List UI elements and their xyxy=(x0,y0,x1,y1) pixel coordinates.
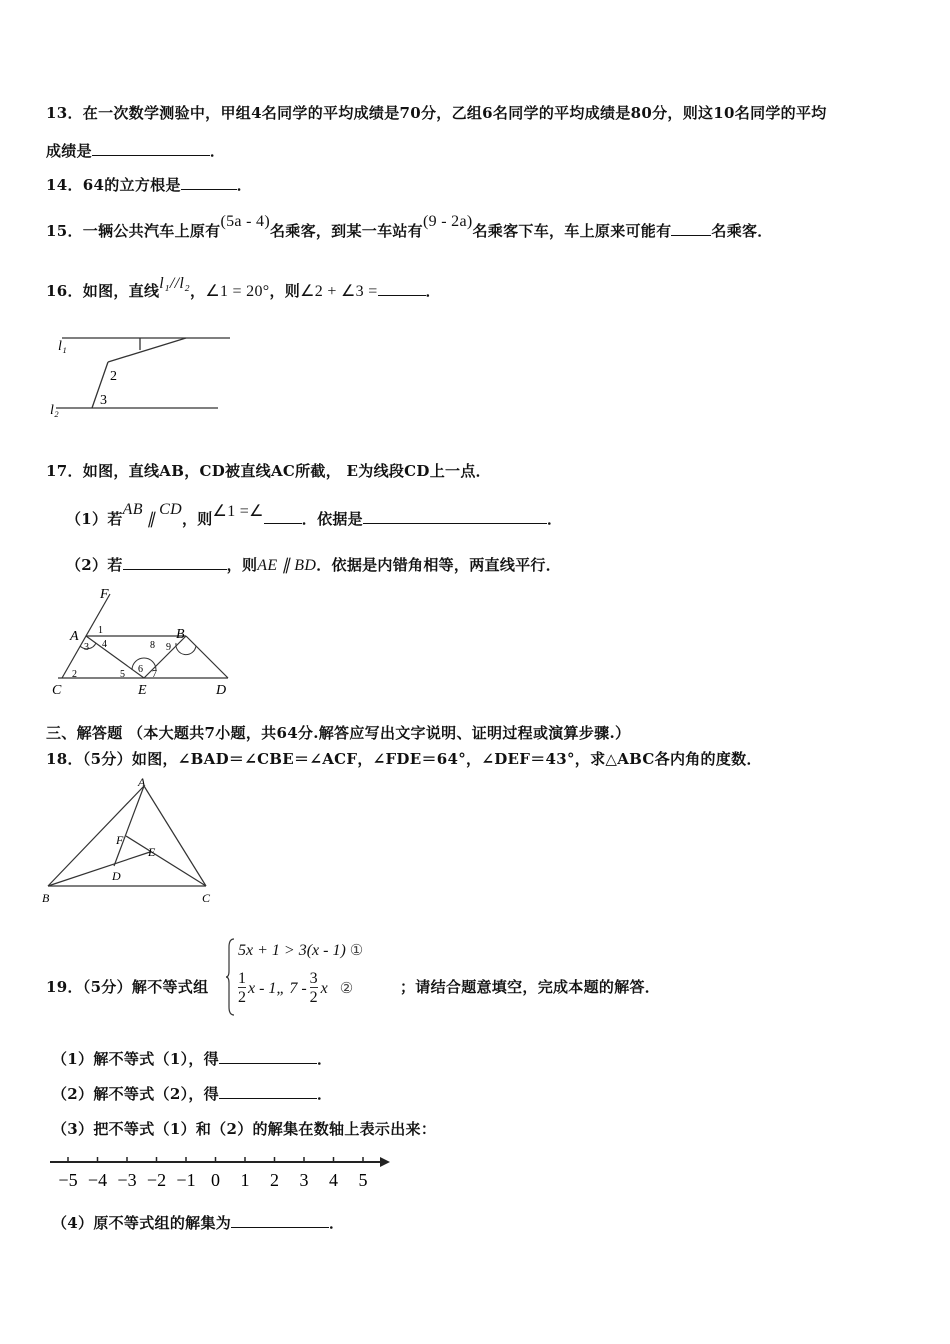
q16-text-mid: ，则 xyxy=(269,282,301,300)
q19-frac2-num: 3 xyxy=(309,970,318,987)
q18-label-D: D xyxy=(112,869,121,883)
q19-p1-end: ． xyxy=(316,1050,333,1068)
q19-p1-text: （1）解不等式（1），得 xyxy=(52,1050,219,1068)
q19-brace xyxy=(226,937,236,1017)
q17-p1-pre: （1）若 xyxy=(66,510,123,528)
q13-end: ． xyxy=(209,142,226,160)
q17-label-5: 5 xyxy=(120,669,125,680)
q17-part2 xyxy=(66,554,561,575)
q17-p1-ab: AB xyxy=(122,501,143,518)
q15 xyxy=(46,213,773,241)
q17-p2-blank[interactable] xyxy=(123,555,227,570)
q15-answer-blank[interactable] xyxy=(671,221,711,236)
q14 xyxy=(46,174,252,195)
q13-line2 xyxy=(46,140,225,161)
q18-label-A: A xyxy=(138,775,146,789)
q19-mark1: ① xyxy=(349,943,364,959)
q17-p2-mid: ，则 xyxy=(226,556,258,574)
number-line-label: 1 xyxy=(240,1170,250,1190)
q17-label-9: 9 xyxy=(166,642,171,653)
q18-text: 18．（5分）如图，∠BAD＝∠CBE＝∠ACF，∠FDE＝64°，∠DEF＝43°，求△ABC各内角的度数． xyxy=(46,750,762,768)
q17-p1-mid2: ．依据是 xyxy=(301,510,363,528)
q17-part1 xyxy=(66,501,563,529)
section3-heading: 三、解答题 （本大题共7小题，共64分.解答应写出文字说明、证明过程或演算步骤.） xyxy=(46,724,631,742)
q13-line1: 13．在一次数学测验中，甲组4名同学的平均成绩是70分，乙组6名同学的平均成绩是80分，则这10名同学的平均 xyxy=(46,104,827,122)
q16 xyxy=(46,275,441,301)
q17-label-D: D xyxy=(216,683,227,698)
q16-label-l1: l₁ xyxy=(58,339,67,354)
q17-p1-end: ． xyxy=(546,510,563,528)
q16-expr-sum: ∠2 + ∠3 = xyxy=(300,283,378,300)
q17-label-2: 2 xyxy=(72,669,77,680)
q16-end: ． xyxy=(425,282,441,300)
number-line-label: −3 xyxy=(117,1170,137,1190)
q15-expr2: (9 - 2a) xyxy=(423,213,473,230)
q17-label-4: 4 xyxy=(102,639,107,650)
q19-part1 xyxy=(52,1048,332,1069)
q17-label-A: A xyxy=(70,629,79,644)
q19-mark2: ② xyxy=(339,981,354,997)
q15-text-mid2: 名乘客下车，车上原来可能有 xyxy=(472,222,672,240)
q18-label-E: E xyxy=(148,845,156,859)
q17-label-C: C xyxy=(52,683,62,698)
number-line-label: 4 xyxy=(329,1170,338,1190)
number-line-label: −2 xyxy=(146,1170,167,1190)
q19-ineq2-b: x xyxy=(320,979,328,997)
q17-p1-cd: CD xyxy=(159,501,182,518)
q14-end: ． xyxy=(236,176,253,194)
q17-p2-expr: AE ∥ BD xyxy=(257,557,317,574)
q17-p1-blank2[interactable] xyxy=(363,509,547,524)
q15-text-pre: 15．一辆公共汽车上原有 xyxy=(46,222,221,240)
q19-frac2-den: 2 xyxy=(309,989,318,1006)
q18-label-F: F xyxy=(116,833,124,847)
q16-label-l2: l₂ xyxy=(50,403,59,418)
q16-figure xyxy=(46,322,236,422)
q19-p4-end: ． xyxy=(329,1214,345,1232)
q14-answer-blank[interactable] xyxy=(181,175,237,190)
q17-p2-pre: （2）若 xyxy=(66,556,123,574)
q19-number-line xyxy=(46,1150,396,1192)
q18-label-B: B xyxy=(42,891,50,905)
q18-label-C: C xyxy=(202,891,211,905)
q17-stem: 17．如图，直线AB，CD被直线AC所截， E为线段CD上一点． xyxy=(46,462,491,480)
q19-p4-text: （4）原不等式组的解集为 xyxy=(52,1214,232,1232)
q17-label-B: B xyxy=(176,627,185,642)
q17-p1-angle: ∠1 =∠ xyxy=(212,503,264,520)
q19-ineq1: 5x + 1 > 3(x - 1) xyxy=(238,942,346,959)
q14-text: 14．64的立方根是 xyxy=(46,176,181,194)
q17-p1-mid: ，则 xyxy=(181,510,213,528)
number-line-label: 5 xyxy=(358,1170,368,1190)
q15-end: 名乘客． xyxy=(711,222,773,240)
arrow-icon xyxy=(380,1157,390,1167)
q17-label-3: 3 xyxy=(84,642,89,653)
number-line-label: 3 xyxy=(299,1170,309,1190)
q19-post: ；请结合题意填空，完成本题的解答． xyxy=(400,978,661,996)
q16-expr-parallel: l₁//l₂ xyxy=(159,275,190,292)
number-line-label: −5 xyxy=(58,1170,78,1190)
q19-p4-blank[interactable] xyxy=(231,1213,329,1228)
q17-label-E: E xyxy=(138,683,147,698)
q18-figure xyxy=(40,772,220,910)
q17-label-7: 7 xyxy=(152,669,157,680)
q16-expr-angle1: ∠1 = 20° xyxy=(205,283,270,300)
q19-part2 xyxy=(52,1083,332,1104)
number-line-label: −4 xyxy=(87,1170,108,1190)
q17-p1-parallel: ∥ xyxy=(146,511,156,528)
q19-p1-blank[interactable] xyxy=(219,1049,317,1064)
q19-frac2 xyxy=(310,971,318,1006)
q17-label-1: 1 xyxy=(98,625,103,636)
q19-part4 xyxy=(52,1212,344,1233)
q17-figure xyxy=(46,588,246,700)
q19-frac1-den: 2 xyxy=(238,989,246,1006)
q13-answer-blank[interactable] xyxy=(92,141,210,156)
q19-frac1-num: 1 xyxy=(238,970,246,987)
q16-label-2: 2 xyxy=(110,369,117,384)
q19-p2-text: （2）解不等式（2），得 xyxy=(52,1085,219,1103)
number-line-label: 0 xyxy=(211,1170,220,1190)
q19-part3: （3）把不等式（1）和（2）的解集在数轴上表示出来： xyxy=(52,1120,437,1138)
q16-text-pre: 16．如图，直线 xyxy=(46,282,160,300)
q17-p1-blank1[interactable] xyxy=(264,509,302,524)
q19-p2-blank[interactable] xyxy=(219,1084,317,1099)
q15-text-mid1: 名乘客，到某一车站有 xyxy=(269,222,423,240)
q17-p2-end: ．依据是内错角相等，两直线平行． xyxy=(316,556,562,574)
q17-label-F: F xyxy=(100,588,109,602)
q19-frac1 xyxy=(238,971,246,1006)
q16-answer-blank[interactable] xyxy=(378,281,426,296)
q19-pre: 19．（5分）解不等式组 xyxy=(46,978,209,996)
q16-label-3: 3 xyxy=(100,393,107,408)
q19-ineq2-a: x - 1„ 7 - xyxy=(248,979,307,997)
q17-label-6: 6 xyxy=(138,664,143,675)
q13-line2-text: 成绩是 xyxy=(46,142,92,160)
q15-expr1: (5a - 4) xyxy=(220,213,270,230)
number-line-label: 2 xyxy=(270,1170,279,1190)
q17-label-8: 8 xyxy=(150,640,155,651)
number-line-label: −1 xyxy=(176,1170,196,1190)
q19-p2-end: ． xyxy=(316,1085,333,1103)
q16-sep: ， xyxy=(190,282,206,300)
